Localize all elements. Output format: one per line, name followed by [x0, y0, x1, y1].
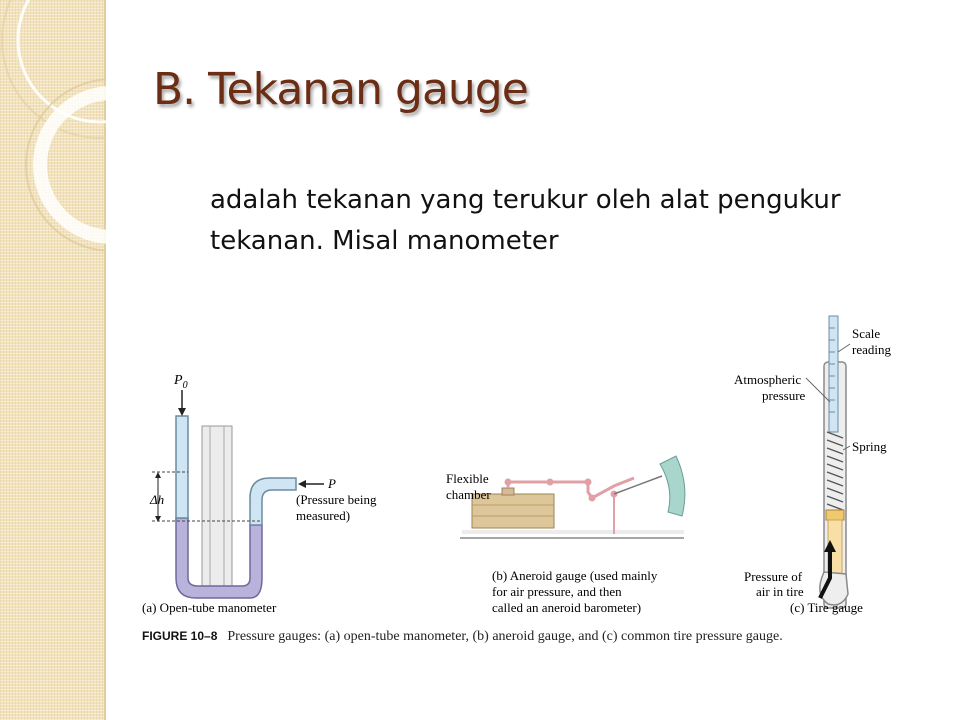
figure-caption — [142, 628, 822, 645]
atmospheric-line1: Atmospheric — [734, 372, 802, 387]
spring-label: Spring — [852, 439, 887, 454]
pressure-measured-line1: (Pressure being — [296, 492, 377, 507]
panel-b-label-line1: (b) Aneroid gauge (used mainly — [492, 568, 658, 583]
panel-a-label: (a) Open-tube manometer — [142, 600, 277, 615]
scale-reading-line1: Scale — [852, 326, 881, 341]
panel-c-label: (c) Tire gauge — [790, 600, 863, 615]
aneroid-gauge — [460, 456, 685, 538]
air-pressure-line2: air in tire — [756, 584, 804, 599]
panel-b-label-line2: for air pressure, and then — [492, 584, 622, 599]
figure-caption-text: Pressure gauges: (a) open-tube manometer, (b) aneroid gauge, and (c) common tire pressure gauge. — [227, 629, 783, 644]
decorative-side-band — [0, 0, 106, 720]
figure-number: FIGURE 10–8 — [142, 629, 218, 643]
slide-body-text: adalah tekanan yang terukur oleh alat pengukur tekanan. Misal manometer — [210, 185, 841, 256]
air-pressure-line1: Pressure of — [744, 569, 803, 584]
panel-b-label-line3: called an aneroid barometer) — [492, 600, 642, 615]
delta-h-label: Δh — [150, 492, 165, 507]
pressure-measured-line2: measured) — [296, 508, 351, 523]
p-label: P — [328, 476, 336, 491]
atmospheric-line2: pressure — [762, 388, 806, 403]
scale-reading-line2: reading — [852, 342, 891, 357]
flexible-chamber-line1: Flexible — [446, 471, 489, 486]
pressure-gauges-figure — [138, 308, 928, 628]
slide-title: B. Tekanan gauge — [153, 64, 528, 115]
decorative-arcs — [0, 0, 106, 720]
tire-gauge — [806, 316, 850, 608]
flexible-chamber-line2: chamber — [446, 487, 491, 502]
p0-label: $P_0$ — [174, 373, 188, 391]
